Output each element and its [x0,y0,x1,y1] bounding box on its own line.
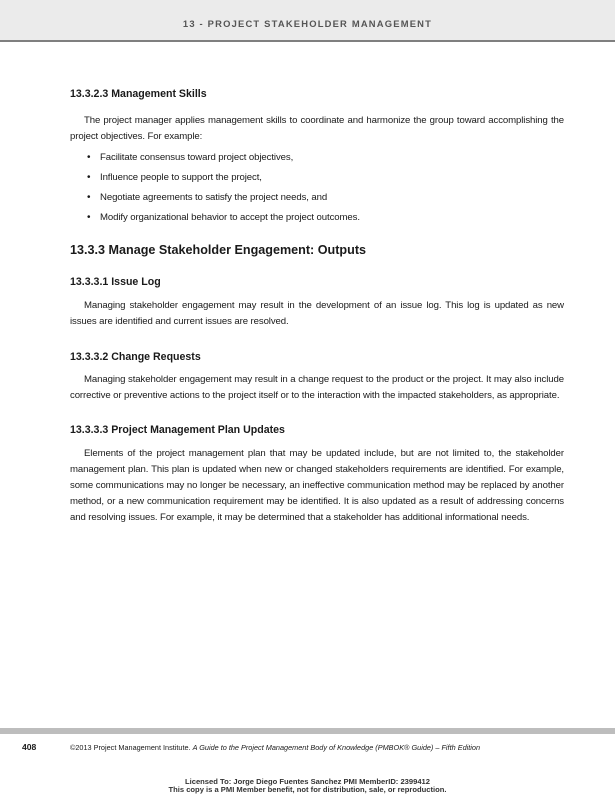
paragraph-change-requests: Managing stakeholder engagement may result in a change request to the product or the project. It may also include corrective or preventive actions to the project itself or to the interaction with the impacted stakeholders, as appropriate. [70,374,564,401]
license-notice [0,778,615,794]
license-line-1: Licensed To: Jorge Diego Fuentes Sanchez PMI MemberID: 2399412 [184,777,431,786]
copyright-text: ©2013 Project Management Institute. [70,743,191,752]
license-line-2: This copy is a PMI Member benefit, not for distribution, sale, or reproduction. [168,785,447,794]
heading-outputs: 13.3.3 Manage Stakeholder Engagement: Outputs [70,243,367,257]
heading-management-skills: 13.3.2.3 Management Skills [70,88,207,100]
bullet-icon: • [87,172,91,183]
paragraph-pmp-updates: Elements of the project management plan that may be updated include, but are not limited to, the stakeholder management plan. This plan is updated when new or changed stakeholders requirements are identified. For example, some communications may no longer be necessary, an ineffective communication method may be replaced by another method, or a new communication requirement may be identified. It is also updated as a result of addressing concerns and resolving issues. For example, it may be determined that a stakeholder has additional informational needs. [70,448,564,523]
bullet-icon: • [87,212,91,223]
footer-citation [70,743,480,752]
list-item: • Negotiate agreements to satisfy the project needs, and [87,192,328,203]
paragraph-issue-log: Managing stakeholder engagement may result in the development of an issue log. This log is updated as new issues are identified and current issues are resolved. [70,300,564,327]
bullet-icon: • [87,192,91,203]
heading-change-requests: 13.3.3.2 Change Requests [70,351,201,363]
heading-pmp-updates: 13.3.3.3 Project Management Plan Updates [70,424,285,436]
list-item: • Modify organizational behavior to accept the project outcomes. [87,212,360,223]
chapter-header-bar [0,0,615,42]
management-skills-list [70,151,564,231]
page-content [70,88,564,526]
list-item: • Facilitate consensus toward project objectives, [87,152,294,163]
heading-issue-log: 13.3.3.1 Issue Log [70,276,161,288]
page-number: 408 [22,742,37,752]
book-title: A Guide to the Project Management Body of Knowledge (PMBOK® Guide) – Fifth Edition [192,743,481,752]
bullet-icon: • [87,152,91,163]
paragraph-management-skills: The project manager applies management skills to coordinate and harmonize the group toward accomplishing the project objectives. For example: [70,115,564,142]
list-item: • Influence people to support the project, [87,172,262,183]
chapter-title: 13 - PROJECT STAKEHOLDER MANAGEMENT [182,18,433,29]
footer-bar [0,728,615,734]
